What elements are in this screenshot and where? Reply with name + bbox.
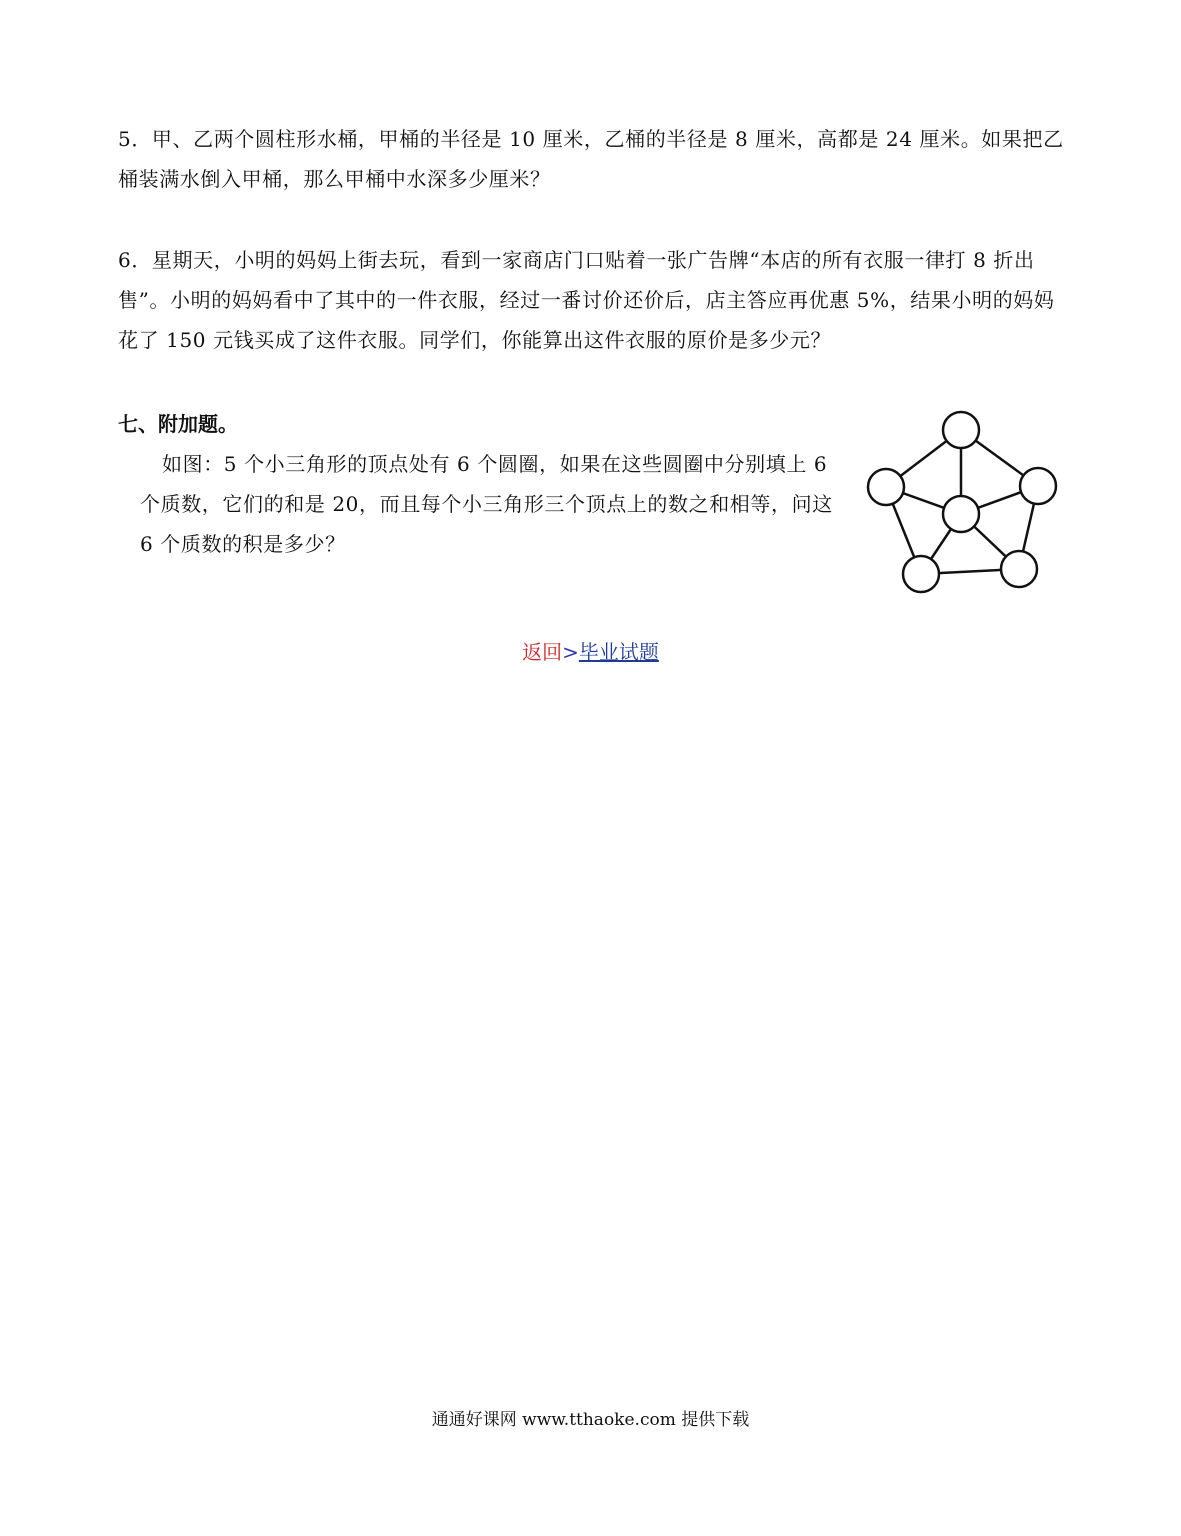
circle-top	[943, 412, 979, 448]
nav-links	[0, 638, 1181, 666]
circle-bottom-left	[903, 556, 939, 592]
question-6: 6．星期天，小明的妈妈上街去玩，看到一家商店门口贴着一张广告牌“本店的所有衣服一律打 8 折出售”。小明的妈妈看中了其中的一件衣服，经过一番讨价还价后，店主答应再优惠 5%，结果小明的妈妈花了 150 元钱买成了这件衣服。同学们，你能算出这件衣服的原价是多少元？	[118, 248, 1055, 352]
circle-right	[1020, 468, 1056, 504]
back-link[interactable]: 返回	[522, 640, 563, 664]
circle-left	[868, 469, 904, 505]
nav-separator: >	[562, 640, 579, 664]
question-5: 5．甲、乙两个圆柱形水桶，甲桶的半径是 10 厘米，乙桶的半径是 8 厘米，高都是 24 厘米。如果把乙桶装满水倒入甲桶，那么甲桶中水深多少厘米？	[118, 127, 1064, 191]
section-title-extra: 七、附加题。	[118, 412, 238, 436]
pentagon-circle-diagram	[862, 408, 1062, 598]
circle-bottom-right	[1001, 551, 1037, 587]
extra-question-body: 如图：5 个小三角形的顶点处有 6 个圆圈，如果在这些圆圈中分别填上 6 个质数，它们的和是 20，而且每个小三角形三个顶点上的数之和相等，问这 6 个质数的积是多少？	[140, 452, 833, 556]
graduation-exam-link[interactable]: 毕业试题	[578, 640, 659, 664]
circle-center	[943, 496, 979, 532]
footer-text: 通通好课网 www.tthaoke.com 提供下载	[431, 1410, 750, 1430]
